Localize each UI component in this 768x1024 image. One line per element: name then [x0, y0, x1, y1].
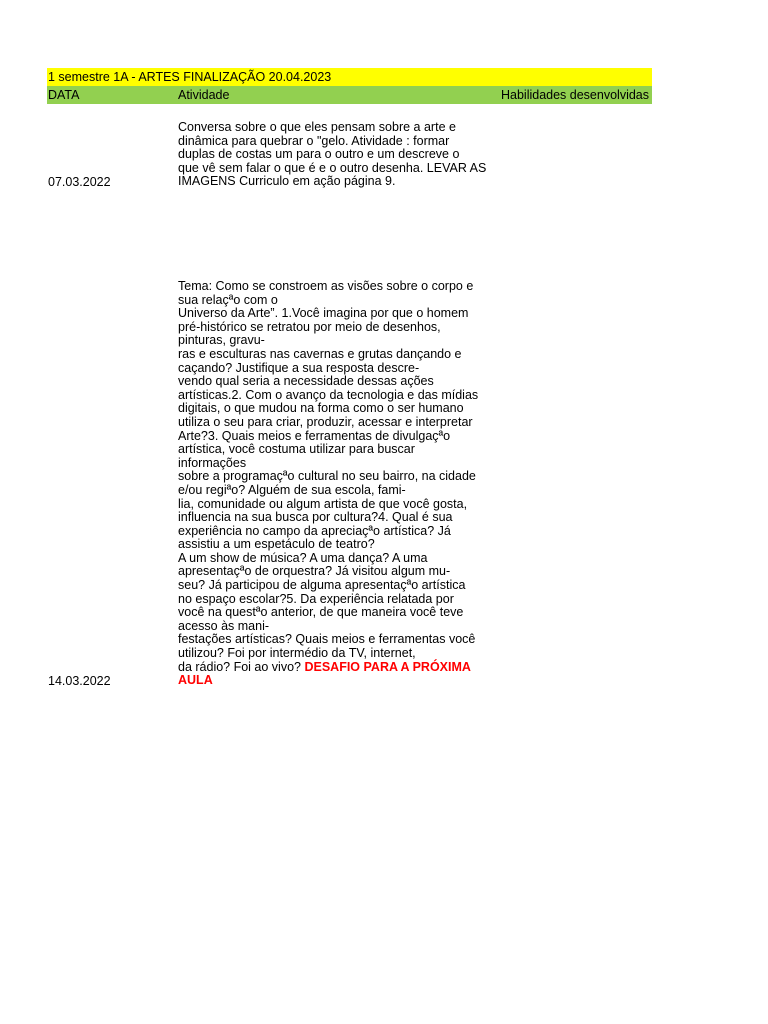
- column-header-atividade: Atividade: [178, 88, 230, 102]
- activity-line: informações: [178, 455, 247, 470]
- activity-line: sobre a programaçªo cultural no seu bairro, na cidade: [178, 469, 476, 484]
- activity-line: pinturas, gravu-: [178, 333, 265, 348]
- activity-line: Arte?3. Quais meios e ferramentas de divulgaçªo: [178, 428, 451, 443]
- activity-line: você na questªo anterior, de que maneira você teve: [178, 605, 464, 620]
- activity-line: no espaço escolar?5. Da experiência relatada por: [178, 591, 454, 606]
- row-1-activity: [178, 121, 493, 189]
- activity-line: utilizou? Foi por intermédio da TV, internet,: [178, 646, 416, 661]
- sheet-title: 1 semestre 1A - ARTES FINALIZAÇÃO 20.04.2023: [47, 68, 652, 86]
- highlight-text: DESAFIO PARA A PRÓXIMA: [304, 659, 471, 674]
- row-1-date: 07.03.2022: [48, 175, 111, 189]
- activity-line: Universo da Arte”. 1.Você imagina por que o homem: [178, 306, 469, 321]
- activity-line: que vê sem falar o que é e o outro desenha. LEVAR AS: [178, 160, 487, 175]
- activity-line: festações artísticas? Quais meios e ferramentas você: [178, 632, 476, 647]
- activity-line: e/ou regiªo? Alguém de sua escola, fami-: [178, 482, 406, 497]
- activity-line: caçando? Justifique a sua resposta descre-: [178, 360, 420, 375]
- activity-line: artísticas.2. Com o avanço da tecnologia e das mídias: [178, 387, 479, 402]
- activity-line: vendo qual seria a necessidade dessas ações: [178, 374, 434, 389]
- activity-line: sua relaçªo com o: [178, 292, 278, 307]
- activity-line: duplas de costas um para o outro e um descreve o: [178, 147, 460, 162]
- activity-line: Tema: Como se constroem as visões sobre o corpo e: [178, 279, 474, 293]
- row-2-date: 14.03.2022: [48, 674, 111, 688]
- row-2-activity: [178, 280, 493, 688]
- activity-line: seu? Já participou de alguma apresentaçªo artística: [178, 578, 466, 593]
- activity-line: dinâmica para quebrar o "gelo. Atividade : formar: [178, 133, 450, 148]
- activity-line: influencia na sua busca por cultura?4. Qual é sua: [178, 510, 453, 525]
- activity-line: lia, comunidade ou algum artista de que você gosta,: [178, 496, 468, 511]
- activity-line: experiência no campo da apreciaçªo artística? Já: [178, 523, 451, 538]
- activity-line: acesso às mani-: [178, 618, 270, 633]
- activity-line-last: [178, 661, 493, 675]
- activity-line: A um show de música? A uma dança? A uma: [178, 550, 428, 565]
- activity-line: ras e esculturas nas cavernas e grutas dançando e: [178, 346, 462, 361]
- activity-text: da rádio? Foi ao vivo?: [178, 659, 305, 674]
- column-header-data: DATA: [48, 88, 80, 102]
- activity-line: digitais, o que mudou na forma como o ser humano: [178, 401, 464, 416]
- activity-line: apresentaçªo de orquestra? Já visitou algum mu-: [178, 564, 451, 579]
- activity-line: artística, você costuma utilizar para buscar: [178, 442, 415, 457]
- activity-line: pré-histórico se retratou por meio de desenhos,: [178, 319, 441, 334]
- activity-line-highlight: [178, 674, 493, 688]
- highlight-text: AULA: [178, 673, 213, 688]
- column-header-habilidades: Habilidades desenvolvidas: [500, 88, 649, 102]
- activity-line: IMAGENS Curriculo em ação página 9.: [178, 174, 396, 189]
- activity-line: utiliza o seu para criar, produzir, acessar e interpretar: [178, 414, 473, 429]
- column-header-row: [47, 86, 652, 104]
- activity-line: assistiu a um espetáculo de teatro?: [178, 537, 375, 552]
- activity-line: Conversa sobre o que eles pensam sobre a arte e: [178, 120, 456, 134]
